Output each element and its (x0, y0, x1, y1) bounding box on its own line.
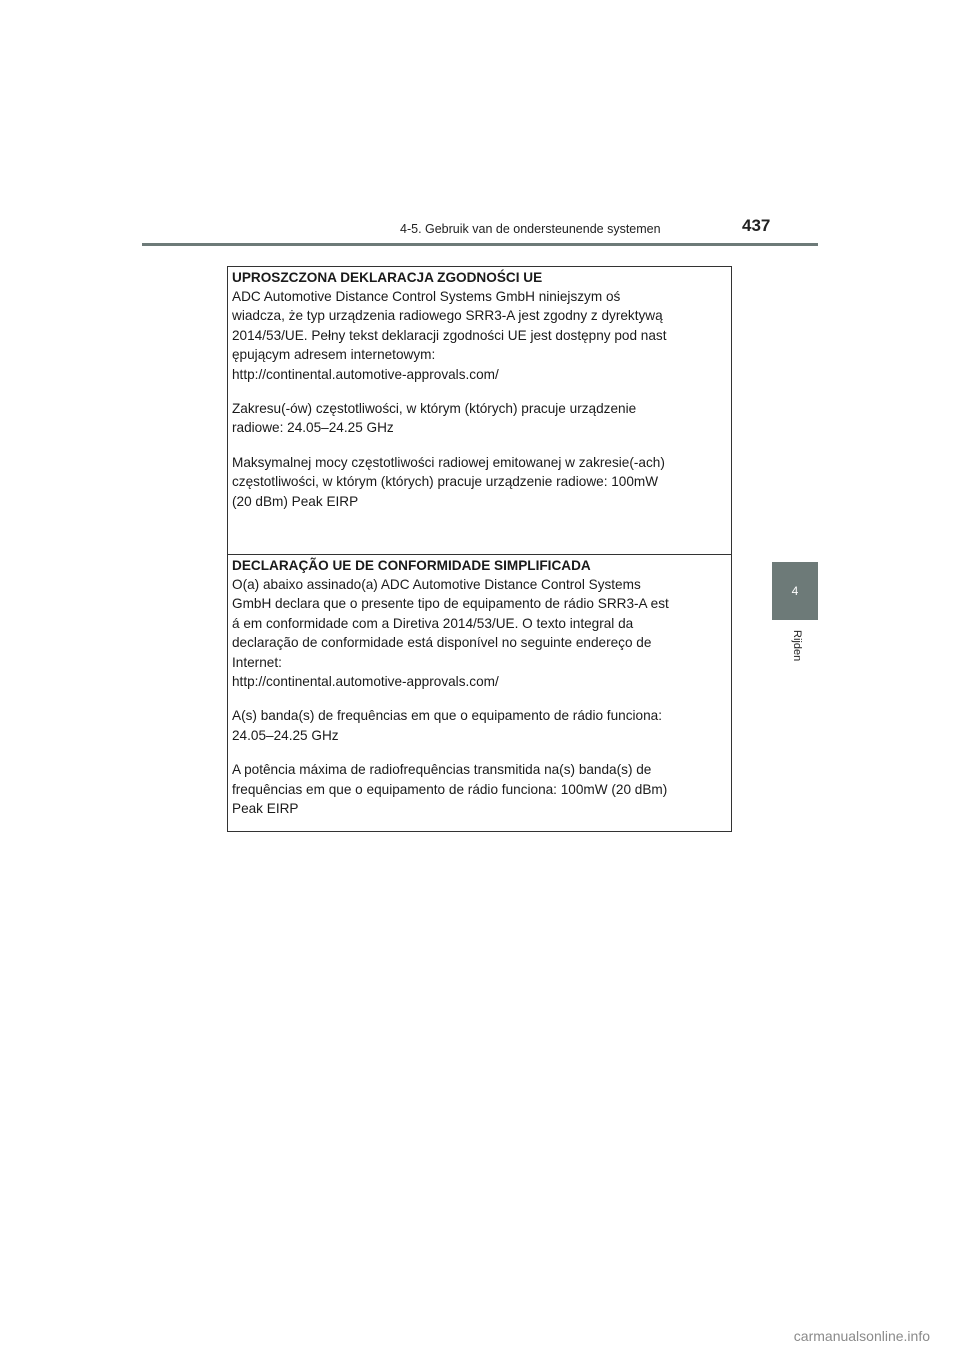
text-line: O(a) abaixo assinado(a) ADC Automotive Distance Control Systems (232, 577, 641, 592)
text-line: Internet: (232, 654, 282, 670)
polish-paragraph-2 (232, 399, 727, 438)
text-line: frequências em que o equipamento de rádio funciona: 100mW (20 dBm) (232, 781, 668, 797)
text-line: A(s) banda(s) de frequências em que o equipamento de rádio funciona: (232, 708, 662, 724)
url-text: http://continental.automotive-approvals.com/ (232, 674, 499, 690)
text-line: ępującym adresem internetowym: (232, 347, 436, 363)
header-rule (142, 243, 818, 246)
declaration-box (227, 266, 732, 832)
portuguese-title: DECLARAÇÃO UE DE CONFORMIDADE SIMPLIFICADA (232, 558, 591, 573)
text-line: 24.05–24.25 GHz (232, 727, 339, 743)
chapter-number: 4 (791, 584, 799, 598)
text-line: wiadcza, że typ urządzenia radiowego SRR3-A jest zgodny z dyrektywą (232, 308, 663, 324)
url-text: http://continental.automotive-approvals.com/ (232, 366, 499, 382)
text-line: radiowe: 24.05–24.25 GHz (232, 420, 394, 436)
text-line: Maksymalnej mocy częstotliwości radiowej emitowanej w zakresie(-ach) (232, 454, 665, 470)
polish-title: UPROSZCZONA DEKLARACJA ZGODNOŚCI UE (232, 270, 543, 285)
polish-paragraph-3 (232, 453, 727, 511)
text-line: częstotliwości, w którym (których) pracuje urządzenie radiowe: 100mW (232, 474, 659, 490)
text-line: A potência máxima de radiofrequências transmitida na(s) banda(s) de (232, 762, 652, 778)
section-title: 4-5. Gebruik van de ondersteunende systemen (400, 222, 661, 236)
page-number: 437 (742, 216, 771, 235)
text-line: GmbH declara que o presente tipo de equipamento de rádio SRR3-A est (232, 596, 669, 612)
chapter-tab (772, 562, 818, 620)
text-line: (20 dBm) Peak EIRP (232, 493, 359, 509)
watermark: carmanualsonline.info (793, 1328, 930, 1344)
polish-declaration (228, 267, 731, 555)
text-line: declaração de conformidade está disponível no seguinte endereço de (232, 635, 652, 651)
portuguese-paragraph-1 (232, 575, 727, 691)
text-line: ADC Automotive Distance Control Systems GmbH niniejszym oś (232, 289, 621, 304)
chapter-label: Rijden (791, 630, 803, 662)
portuguese-paragraph-3 (232, 760, 727, 818)
text-line: Peak EIRP (232, 801, 299, 817)
text-line: 2014/53/UE. Pełny tekst deklaracji zgodności UE jest dostępny pod nast (232, 327, 667, 343)
portuguese-paragraph-2 (232, 706, 727, 745)
polish-paragraph-1 (232, 287, 727, 384)
text-line: Zakresu(-ów) częstotliwości, w którym (których) pracuje urządzenie (232, 401, 637, 417)
text-line: á em conformidade com a Diretiva 2014/53/UE. O texto integral da (232, 615, 634, 631)
portuguese-declaration (228, 555, 731, 831)
